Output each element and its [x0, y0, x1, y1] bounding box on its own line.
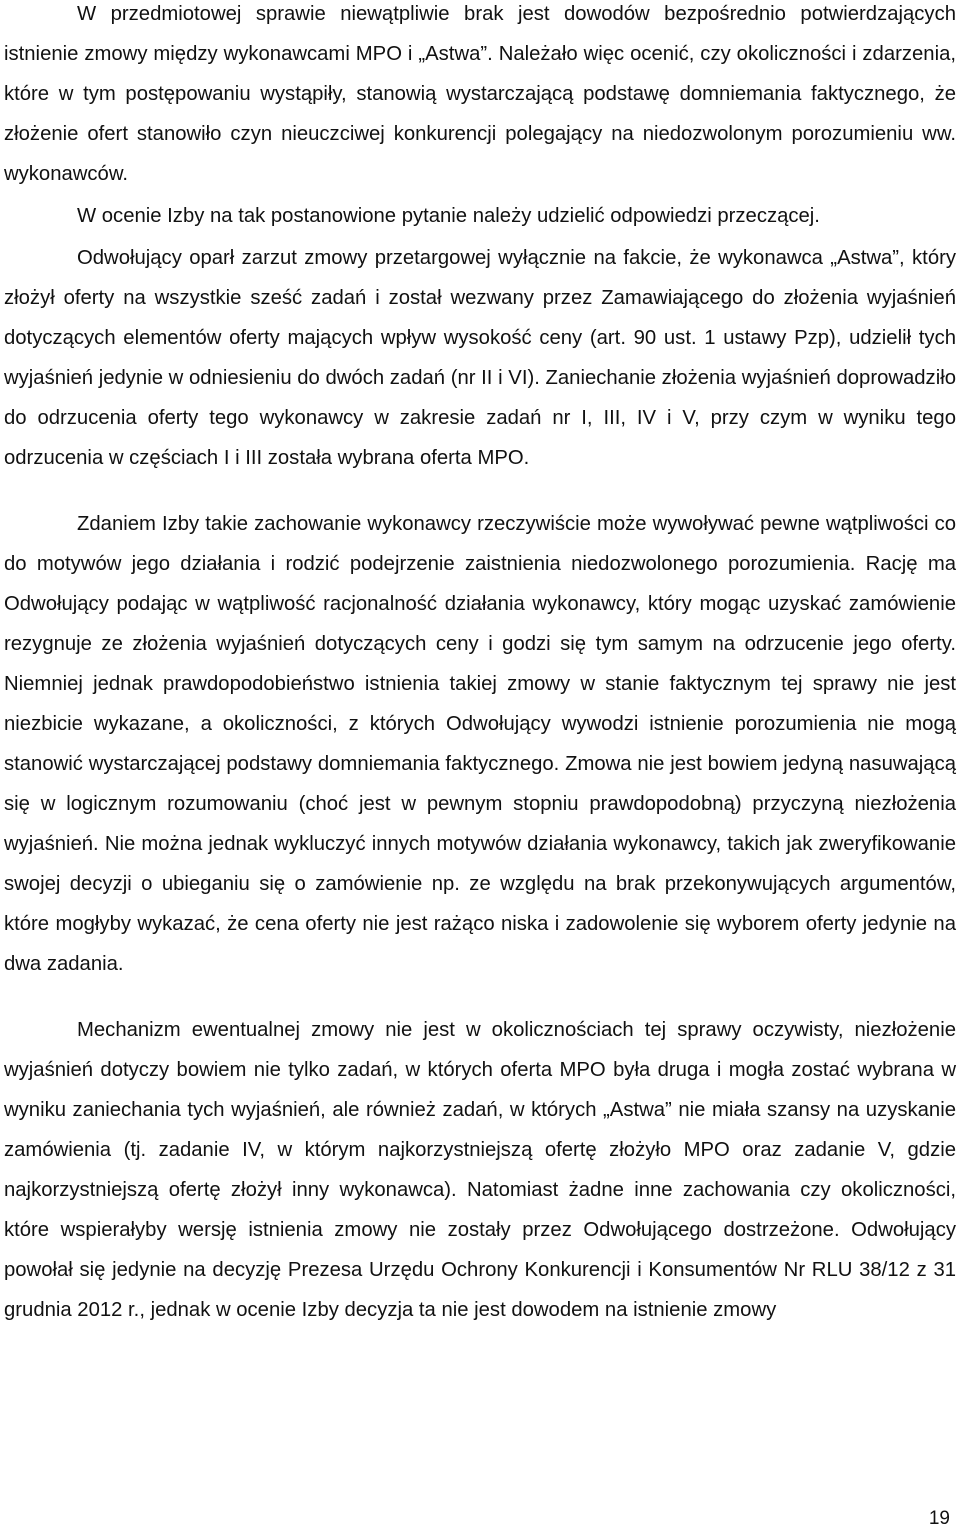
- paragraph-chamber-answer: W ocenie Izby na tak postanowione pytanie należy udzielić odpowiedzi przeczącej.: [77, 205, 820, 227]
- page-number: 19: [928, 1508, 950, 1529]
- document-page: [4, 0, 956, 1330]
- paragraph-collusion-mechanism: Mechanizm ewentualnej zmowy nie jest w okolicznościach tej sprawy oczywisty, niezłożenie wyjaśnień dotyczy bowiem nie tylko zadań, w których oferta MPO była druga i mogła zostać wybrana w wyniku zaniechania tych wyjaśnień, ale również zadań, w których „Astwa” nie miała szansy na uzyskanie zamówienia (tj. zadanie IV, w którym najkorzystniejszą ofertę złożyło MPO oraz zadanie V, gdzie najkorzystniejszą ofertę złożył inny wykonawca). Natomiast żadne inne zachowania czy okoliczności, które wspierałyby wersję istnienia zmowy nie zostały przez Odwołującego dostrzeżone. Odwołujący powołał się jedynie na decyzję Prezesa Urzędu Ochrony Konkurencji i Konsumentów Nr RLU 38/12 z 31 grudnia 2012 r., jednak w ocenie Izby decyzja ta nie jest dowodem na istnienie zmowy: [4, 1019, 956, 1321]
- paragraph-chamber-opinion: Zdaniem Izby takie zachowanie wykonawcy rzeczywiście może wywoływać pewne wątpliwości co do motywów jego działania i rodzić podejrzenie zaistnienia niedozwolonego porozumienia. Rację ma Odwołujący podając w wątpliwość racjonalność działania wykonawcy, który mogąc uzyskać zamówienie rezygnuje ze złożenia wyjaśnień dotyczących ceny i godzi się tym samym na odrzucenie jego oferty. Niemniej jednak prawdopodobieństwo istnienia takiej zmowy w stanie faktycznym tej sprawy nie jest niezbicie wykazane, a okoliczności, z których Odwołujący wywodzi istnienie porozumienia nie mogą stanowić wystarczającej podstawy domniemania faktycznego. Zmowa nie jest bowiem jedyną nasuwającą się w logicznym rozumowaniu (choć jest w pewnym stopniu prawdopodobną) przyczyną niezłożenia wyjaśnień. Nie można jednak wykluczyć innych motywów działania wykonawcy, takich jak zweryfikowanie swojej decyzji o ubieganiu się o zamówienie np. ze względu na brak przekonywujących argumentów, które mogłyby wykazać, że cena oferty nie jest rażąco niska i zadowolenie się wyborem oferty jedynie na dwa zadania.: [4, 513, 956, 975]
- paragraph-appellant-claim: Odwołujący oparł zarzut zmowy przetargowej wyłącznie na fakcie, że wykonawca „Astwa”, który złożył oferty na wszystkie sześć zadań i został wezwany przez Zamawiającego do złożenia wyjaśnień dotyczących elementów oferty mających wpływ wysokość ceny (art. 90 ust. 1 ustawy Pzp), udzielił tych wyjaśnień jedynie w odniesieniu do dwóch zadań (nr II i VI). Zaniechanie złożenia wyjaśnień doprowadziło do odrzucenia oferty tego wykonawcy w zakresie zadań nr I, III, IV i V, przy czym w wyniku tego odrzucenia w częściach I i III została wybrana oferta MPO.: [4, 247, 956, 469]
- paragraph-evidence-assessment: W przedmiotowej sprawie niewątpliwie brak jest dowodów bezpośrednio potwierdzających istnienie zmowy między wykonawcami MPO i „Astwa”. Należało więc ocenić, czy okoliczności i zdarzenia, które w tym postępowaniu wystąpiły, stanowią wystarczającą podstawę domniemania faktycznego, że złożenie ofert stanowiło czyn nieuczciwej konkurencji polegający na niedozwolonym porozumieniu ww. wykonawców.: [4, 3, 956, 185]
